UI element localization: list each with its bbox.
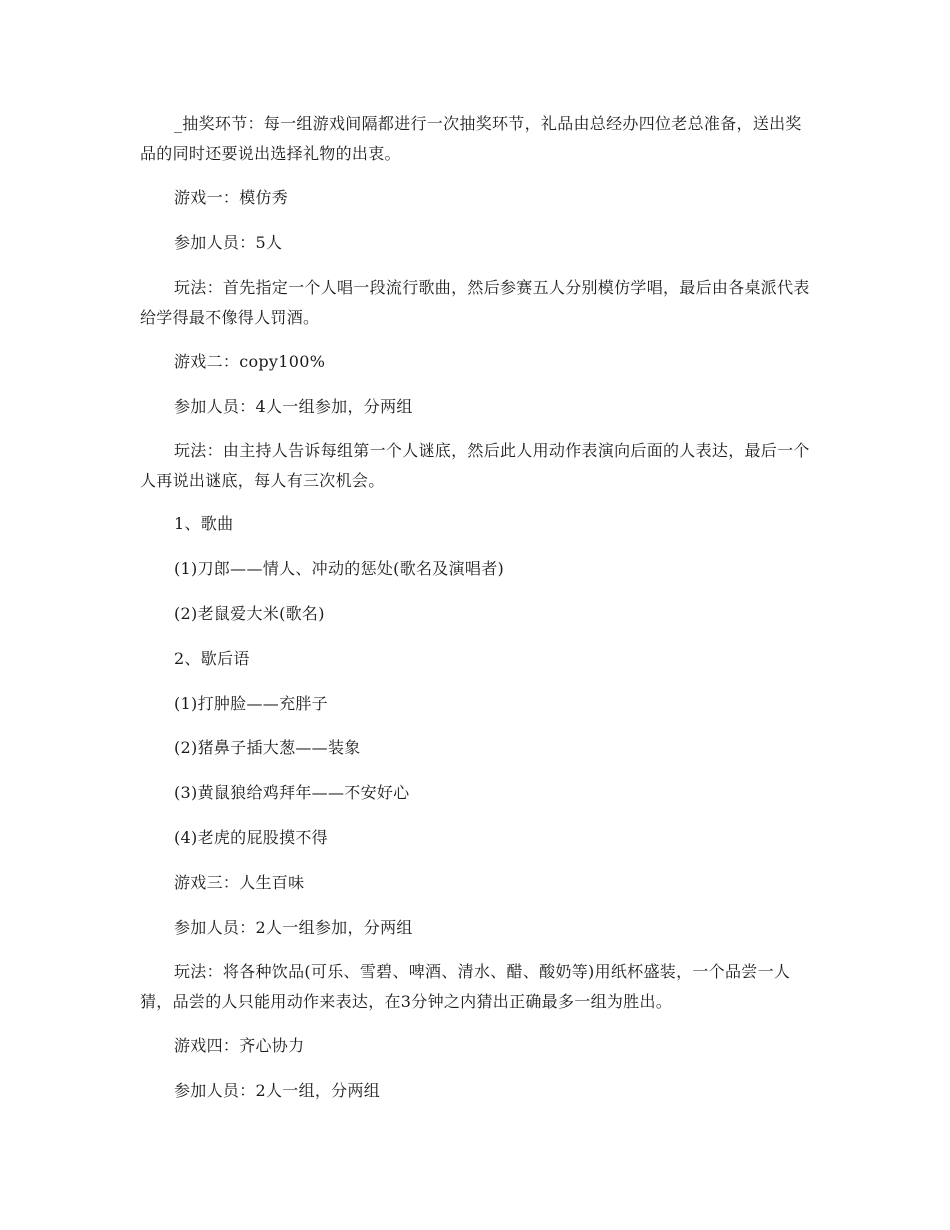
paragraph-game1-rules: 玩法：首先指定一个人唱一段流行歌曲，然后参赛五人分别模仿学唱，最后由各桌派代表给学得最不像得人罚酒。 <box>140 278 810 327</box>
paragraph-lottery-intro: _抽奖环节：每一组游戏间隔都进行一次抽奖环节，礼品由总经办四位老总准备，送出奖品的同时还要说出选择礼物的出衷。 <box>140 114 802 163</box>
paragraph-xiehouyu-2: (2)猪鼻子插大葱——装象 <box>174 738 361 757</box>
paragraph-song-1: (1)刀郎——情人、冲动的惩处(歌名及演唱者) <box>174 559 505 578</box>
paragraph-game1-participants: 参加人员：5人 <box>174 233 283 252</box>
paragraph-game3-participants: 参加人员：2人一组参加，分两组 <box>174 918 413 937</box>
paragraph-game2-rules: 玩法：由主持人告诉每组第一个人谜底，然后此人用动作表演向后面的人表达，最后一个人再说出谜底，每人有三次机会。 <box>140 441 810 490</box>
paragraph-category-songs: 1、歌曲 <box>174 514 234 533</box>
paragraph-game2-title: 游戏二：copy100% <box>174 352 326 371</box>
paragraph-game1-title: 游戏一：模仿秀 <box>174 188 289 207</box>
paragraph-game3-title: 游戏三：人生百味 <box>174 873 305 892</box>
paragraph-xiehouyu-1: (1)打肿脸——充胖子 <box>174 694 328 713</box>
paragraph-xiehouyu-3: (3)黄鼠狼给鸡拜年——不安好心 <box>174 783 410 802</box>
paragraph-category-xiehouyu: 2、歇后语 <box>174 649 250 668</box>
paragraph-xiehouyu-4: (4)老虎的屁股摸不得 <box>174 828 328 847</box>
paragraph-game3-rules: 玩法：将各种饮品(可乐、雪碧、啤酒、清水、醋、酸奶等)用纸杯盛装，一个品尝一人猜，品尝的人只能用动作来表达，在3分钟之内猜出正确最多一组为胜出。 <box>140 962 791 1011</box>
paragraph-game2-participants: 参加人员：4人一组参加，分两组 <box>174 397 413 416</box>
paragraph-game4-participants: 参加人员：2人一组，分两组 <box>174 1081 381 1100</box>
paragraph-song-2: (2)老鼠爱大米(歌名) <box>174 604 325 623</box>
paragraph-game4-title: 游戏四：齐心协力 <box>174 1036 305 1055</box>
